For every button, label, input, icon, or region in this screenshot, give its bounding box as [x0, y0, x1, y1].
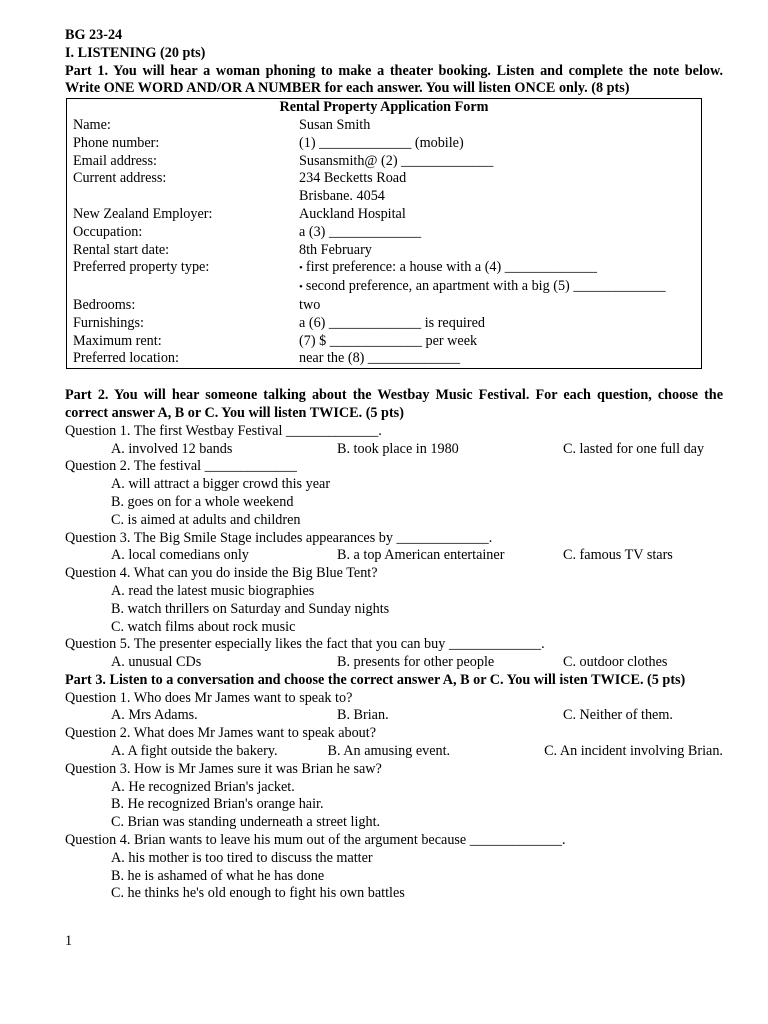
form-value: near the (8) _____________	[299, 350, 461, 367]
answer-option: C. Brian was standing underneath a street light.	[111, 814, 381, 831]
form-label: Maximum rent:	[73, 332, 162, 349]
form-value: Susansmith@ (2) _____________	[299, 152, 494, 169]
answer-option: B. An amusing event.	[327, 743, 451, 760]
answer-option: A. his mother is too tired to discuss the matter	[111, 849, 373, 866]
form-label: Email address:	[73, 152, 157, 169]
test-code: BG 23-24	[65, 27, 123, 43]
answer-option: A. will attract a bigger crowd this year	[111, 476, 331, 493]
form-row	[67, 117, 702, 135]
answer-option: C. lasted for one full day	[563, 440, 705, 457]
answer-option: A. Mrs Adams.	[111, 707, 198, 724]
form-row	[67, 170, 702, 188]
form-label: Furnishings:	[73, 314, 144, 331]
form-row	[67, 188, 702, 206]
section-title: I. LISTENING (20 pts)	[65, 44, 206, 61]
bullet-text: • first preference: a house with a (4) _____________	[299, 259, 597, 275]
question-text: Question 5. The presenter especially likes the fact that you can buy _____________.	[65, 636, 545, 653]
form-label: New Zealand Employer:	[73, 205, 213, 222]
question-text: Question 4. Brian wants to leave his mum out of the argument because _____________.	[65, 832, 566, 849]
question-text: Question 3. The Big Smile Stage includes appearances by _____________.	[65, 529, 493, 546]
form-label: Current address:	[73, 170, 167, 187]
answer-option: C. he thinks he's old enough to fight his own battles	[111, 885, 405, 902]
form-value: (7) $ _____________ per week	[299, 332, 478, 349]
form-label: Preferred location:	[73, 350, 179, 367]
part3-instructions: Part 3. Listen to a conversation and choose the correct answer A, B or C. You will isten TWICE. (5 pts)	[65, 671, 686, 688]
form-label: Name:	[73, 116, 111, 133]
form-row	[67, 135, 702, 153]
rental-application-form	[66, 98, 702, 369]
page-number: 1	[65, 933, 73, 949]
form-row	[67, 333, 702, 351]
question-text: Question 2. The festival _____________	[65, 458, 297, 475]
part3-question-list	[65, 690, 723, 904]
form-row	[67, 224, 702, 242]
options-row	[65, 441, 723, 459]
form-label: Phone number:	[73, 134, 160, 151]
form-label: Rental start date:	[73, 241, 170, 258]
worksheet-page	[65, 27, 723, 903]
form-value: 234 Becketts Road	[299, 170, 407, 187]
form-value: a (3) _____________	[299, 223, 422, 240]
answer-option: C. famous TV stars	[563, 547, 673, 564]
answer-option: A. read the latest music biographies	[111, 582, 315, 599]
options-row	[65, 654, 723, 672]
form-row	[67, 153, 702, 171]
answer-option: C. outdoor clothes	[563, 654, 668, 671]
options-row	[65, 547, 723, 565]
form-row	[67, 297, 702, 315]
answer-option: A. unusual CDs	[111, 654, 202, 671]
form-value: Brisbane. 4054	[299, 188, 385, 205]
question-text: Question 3. How is Mr James sure it was Brian he saw?	[65, 760, 382, 777]
answer-option: B. took place in 1980	[337, 440, 459, 457]
question-text: Question 2. What does Mr James want to speak about?	[65, 725, 377, 742]
answer-option: B. He recognized Brian's orange hair.	[111, 796, 324, 813]
answer-option: B. presents for other people	[337, 654, 495, 671]
options-row	[65, 743, 723, 761]
form-row	[67, 242, 702, 260]
answer-option: C. Neither of them.	[563, 707, 673, 724]
answer-option: A. involved 12 bands	[111, 440, 233, 457]
answer-option: A. A fight outside the bakery.	[111, 743, 278, 760]
part2-instructions: Part 2. You will hear someone talking about the Westbay Music Festival. For each question, choose the correct answer A, B or C. You will listen TWICE. (5 pts)	[65, 387, 723, 421]
answer-option: A. local comedians only	[111, 547, 249, 564]
answer-option: B. Brian.	[337, 707, 389, 724]
answer-option: C. is aimed at adults and children	[111, 511, 301, 528]
form-value: two	[299, 296, 321, 313]
form-row	[67, 278, 702, 297]
form-row	[67, 315, 702, 333]
answer-option: C. An incident involving Brian.	[544, 743, 723, 760]
form-label: Occupation:	[73, 223, 143, 240]
form-value	[293, 259, 702, 278]
answer-option: A. He recognized Brian's jacket.	[111, 778, 295, 795]
options-row	[65, 707, 723, 725]
form-label: Bedrooms:	[73, 296, 136, 313]
form-row	[67, 350, 702, 368]
form-label: Preferred property type:	[73, 259, 210, 276]
form-row	[67, 259, 702, 278]
question-text: Question 4. What can you do inside the Big Blue Tent?	[65, 565, 378, 582]
form-value: Susan Smith	[299, 116, 371, 133]
question-text: Question 1. Who does Mr James want to speak to?	[65, 689, 353, 706]
part2-question-list	[65, 423, 723, 672]
answer-option: B. watch thrillers on Saturday and Sunday nights	[111, 600, 390, 617]
form-value: 8th February	[299, 241, 372, 258]
bullet-text: • second preference, an apartment with a big (5) _____________	[299, 278, 666, 294]
form-label	[67, 278, 294, 297]
question-text: Question 1. The first Westbay Festival _____________.	[65, 422, 382, 439]
part1-instructions: Part 1. You will hear a woman phoning to make a theater booking. Listen and complete the note below. Write ONE WORD AND/OR A NUMBER for each answer. You will listen ONCE only. (8 pts)	[65, 62, 723, 97]
form-title: Rental Property Application Form	[279, 99, 489, 116]
form-value: (1) _____________ (mobile)	[299, 134, 464, 151]
answer-option: B. a top American entertainer	[337, 547, 505, 564]
answer-option: B. he is ashamed of what he has done	[111, 867, 325, 884]
form-row	[67, 206, 702, 224]
form-value	[293, 278, 702, 297]
form-value: a (6) _____________ is required	[299, 314, 485, 331]
answer-option: C. watch films about rock music	[111, 618, 296, 635]
form-label	[67, 188, 294, 206]
form-value: Auckland Hospital	[299, 205, 406, 222]
answer-option: B. goes on for a whole weekend	[111, 493, 294, 510]
